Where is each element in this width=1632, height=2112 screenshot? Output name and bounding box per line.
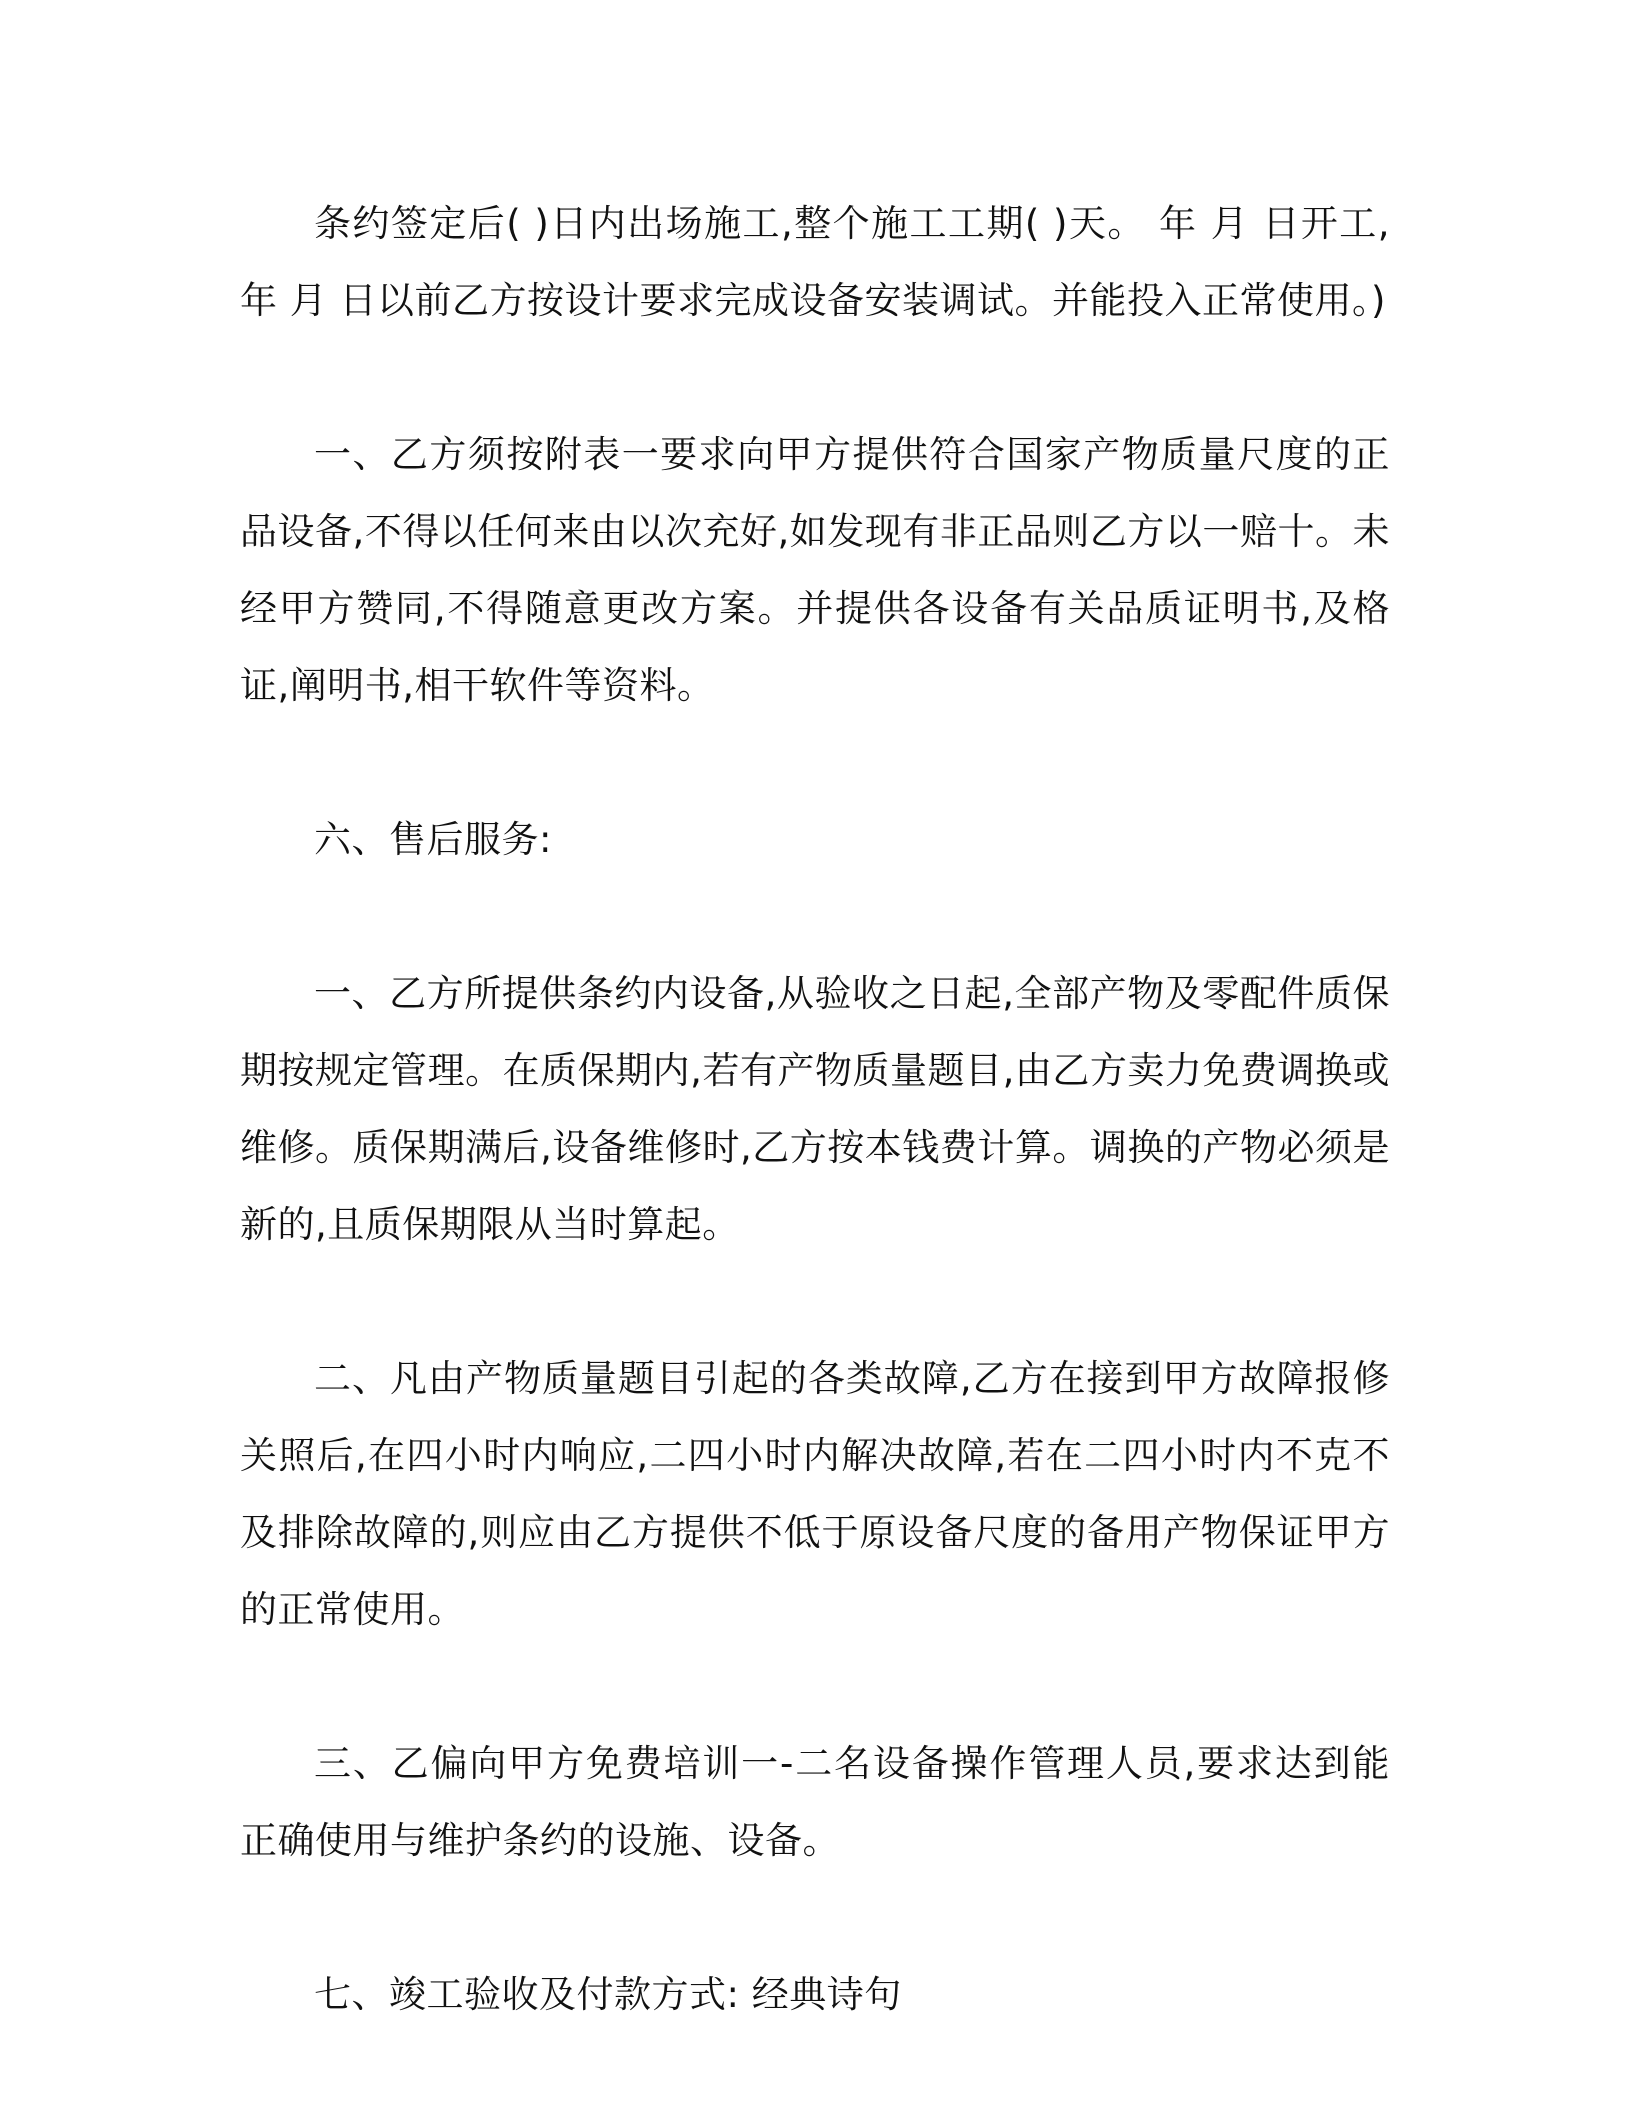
section-heading-after-sales: 六、售后服务:: [314, 818, 552, 861]
paragraph-training: 三、乙偏向甲方免费培训一-二名设备操作管理人员,要求达到能正确使用与维护条约的设施、设备。: [240, 1742, 1390, 1862]
paragraph-fault-response: 二、凡由产物质量题目引起的各类故障,乙方在接到甲方故障报修关照后,在四小时内响应,二四小时内解决故障,若在二四小时内不克不及排除故障的,则应由乙方提供不低于原设备尺度的备用产物保证甲方的正常使用。: [240, 1357, 1390, 1631]
paragraph-equipment-quality: 一、乙方须按附表一要求向甲方提供符合国家产物质量尺度的正品设备,不得以任何来由以次充好,如发现有非正品则乙方以一赔十。未经甲方赞同,不得随意更改方案。并提供各设备有关品质证明书,及格证,阐明书,相干软件等资料。: [240, 433, 1390, 707]
section-heading-acceptance-payment: 七、竣工验收及付款方式: 经典诗句: [314, 1973, 902, 2016]
paragraph-warranty: 一、乙方所提供条约内设备,从验收之日起,全部产物及零配件质保期按规定管理。在质保期内,若有产物质量题目,由乙方卖力免费调换或维修。质保期满后,设备维修时,乙方按本钱费计算。调换的产物必须是新的,且质保期限从当时算起。: [240, 972, 1390, 1246]
paragraph-construction-schedule: 条约签定后( )日内出场施工,整个施工工期( )天。 年 月 日开工, 年 月 日以前乙方按设计要求完成设备安装调试。并能投入正常使用。): [240, 202, 1390, 322]
document-body: [240, 185, 1390, 2033]
